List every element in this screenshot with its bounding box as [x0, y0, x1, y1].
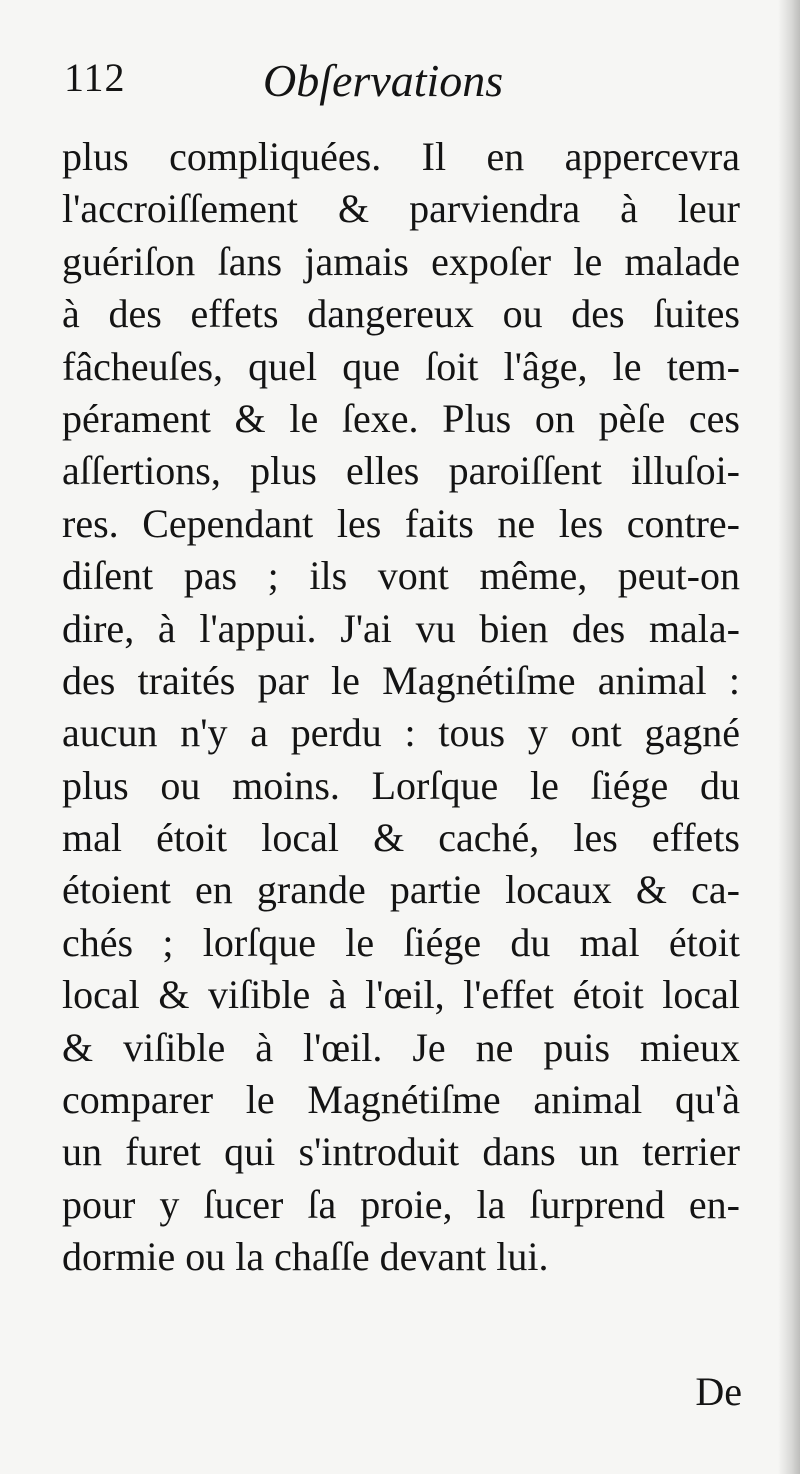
text-line: comparer le Magnétiſme animal qu'à: [62, 1077, 740, 1123]
body-text: [62, 131, 740, 1284]
text-line: guériſon ſans jamais expoſer le malade: [62, 238, 740, 284]
text-line: chés ; lorſque le ſiége du mal étoit: [62, 919, 740, 965]
text-line: dire, à l'appui. J'ai vu bien des mala-: [62, 605, 740, 651]
text-line: l'accroiſſement & parviendra à leur: [62, 186, 740, 232]
text-line: aucun n'y a perdu : tous y ont gagné: [62, 710, 740, 756]
text-line: plus ou moins. Lorſque le ſiége du: [62, 762, 740, 808]
text-line: pour y ſucer ſa proie, la ſurprend en-: [62, 1181, 740, 1227]
text-line: pérament & le ſexe. Plus on pèſe ces: [62, 395, 740, 441]
text-line: & viſible à l'œil. Je ne puis mieux: [62, 1024, 740, 1070]
running-title: Obſervations: [263, 55, 504, 106]
text-line: dormie ou la chaſſe devant lui.: [62, 1234, 549, 1280]
text-line: aſſertions, plus elles paroiſſent illuſoi-: [62, 448, 740, 494]
text-line: mal étoit local & caché, les effets: [62, 815, 740, 861]
text-line: étoient en grande partie locaux & ca-: [62, 867, 740, 913]
catchword: De: [695, 1369, 742, 1414]
text-line: fâcheuſes, quel que ſoit l'âge, le tem-: [62, 343, 740, 389]
page-number: 112: [64, 55, 126, 100]
text-line: res. Cependant les faits ne les contre-: [62, 500, 740, 546]
text-line: un furet qui s'introduit dans un terrier: [62, 1129, 740, 1175]
text-line: local & viſible à l'œil, l'effet étoit local: [62, 972, 740, 1018]
text-line: diſent pas ; ils vont même, peut-on: [62, 553, 740, 599]
text-line: des traités par le Magnétiſme animal :: [62, 657, 740, 703]
page-header: [60, 48, 560, 108]
text-line: à des effets dangereux ou des ſuites: [62, 291, 740, 337]
page-edge-shadow: [778, 0, 800, 1474]
text-line: plus compliquées. Il en appercevra: [62, 134, 740, 179]
